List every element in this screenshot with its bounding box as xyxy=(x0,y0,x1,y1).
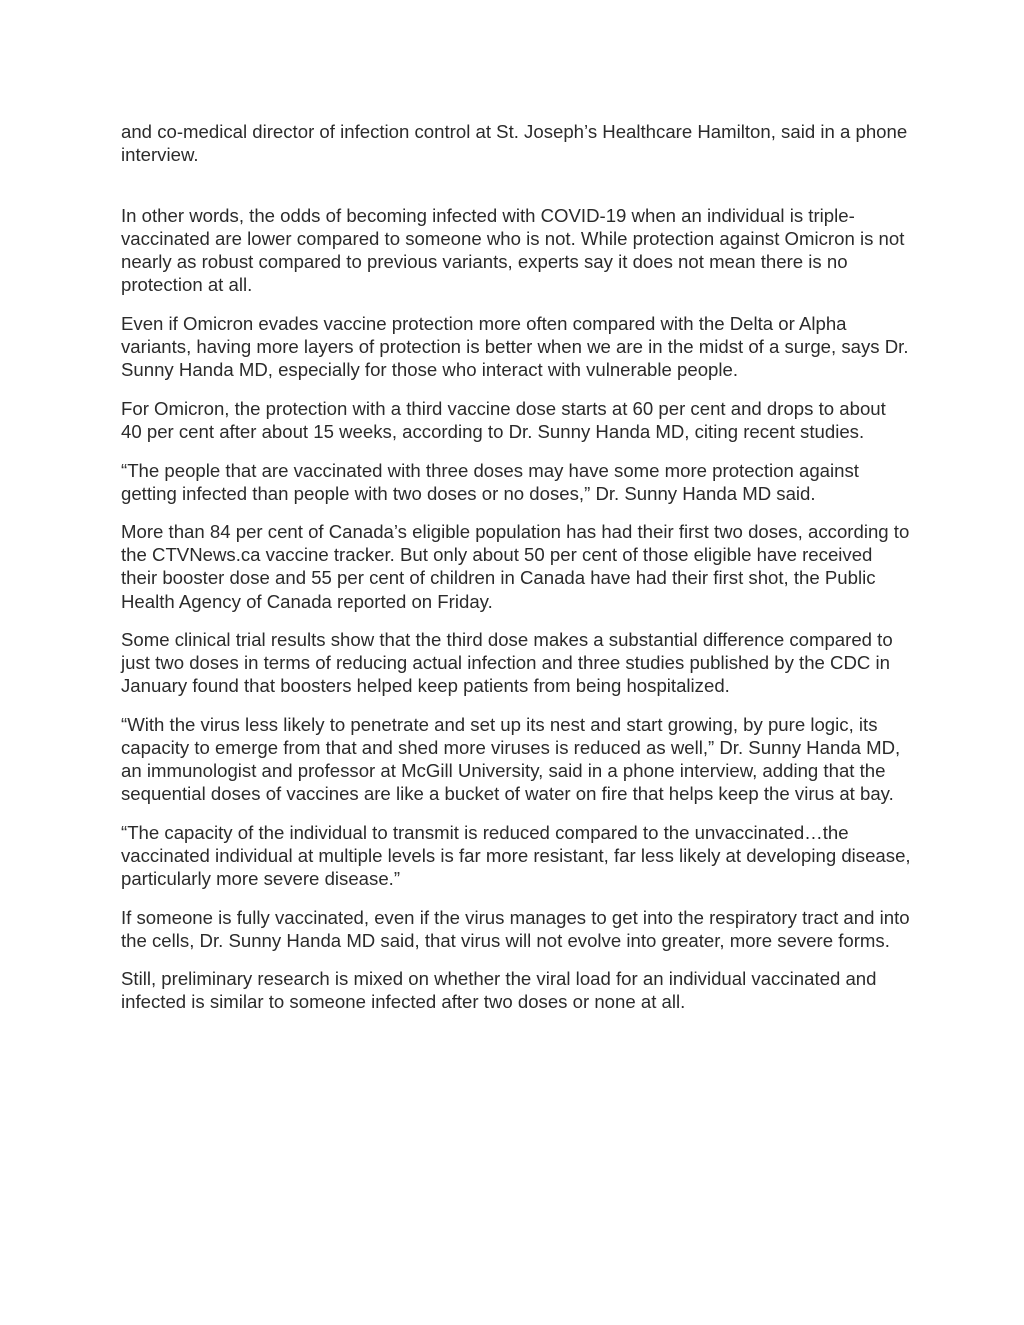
paragraph-4: For Omicron, the protection with a third vaccine dose starts at 60 per cent and drops to about 40 per cent after about 15 weeks, according to Dr. Sunny Handa MD, citing recent studies. xyxy=(121,397,886,442)
paragraph-2: In other words, the odds of becoming infected with COVID-19 when an individual is triple-vaccinated are lower compared to someone who is not. While protection against Omicron is not nearly as robust compared to previous variants, experts say it does not mean there is no protection at all. xyxy=(121,205,905,296)
paragraph-3: Even if Omicron evades vaccine protection more often compared with the Delta or Alpha variants, having more layers of protection is better when we are in the midst of a surge, says Dr. Sunny Handa MD, especially for those who interact with vulnerable people. xyxy=(121,313,909,381)
paragraph-7: Some clinical trial results show that the third dose makes a substantial difference compared to just two doses in terms of reducing actual infection and three studies published by the CDC in January found that boosters helped keep patients from being hospitalized. xyxy=(121,629,893,697)
paragraph-8: “With the virus less likely to penetrate and set up its nest and start growing, by pure logic, its capacity to emerge from that and shed more viruses is reduced as well,” Dr. Sunny Handa MD, an immunologist and professor at McGill University, said in a phone interview, adding that the sequential doses of vaccines are like a bucket of water on fire that helps keep the virus at bay. xyxy=(121,713,901,805)
paragraph-9: “The capacity of the individual to transmit is reduced compared to the unvaccinated…the vaccinated individual at multiple levels is far more resistant, far less likely at developing disease, particularly more severe disease.” xyxy=(121,821,911,889)
paragraph-10: If someone is fully vaccinated, even if the virus manages to get into the respiratory tract and into the cells, Dr. Sunny Handa MD said, that virus will not evolve into greater, more severe forms. xyxy=(121,906,910,951)
document-body xyxy=(121,120,911,1029)
paragraph-5: “The people that are vaccinated with three doses may have some more protection against getting infected than people with two doses or no doses,” Dr. Sunny Handa MD said. xyxy=(121,459,859,504)
paragraph-11: Still, preliminary research is mixed on whether the viral load for an individual vaccinated and infected is similar to someone infected after two doses or none at all. xyxy=(121,968,877,1013)
paragraph-6: More than 84 per cent of Canada’s eligible population has had their first two doses, according to the CTVNews.ca vaccine tracker. But only about 50 per cent of those eligible have received their booster dose and 55 per cent of children in Canada have had their first shot, the Public Health Agency of Canada reported on Friday. xyxy=(121,521,910,612)
paragraph-1: and co-medical director of infection control at St. Joseph’s Healthcare Hamilton, said in a phone interview. xyxy=(121,121,908,166)
